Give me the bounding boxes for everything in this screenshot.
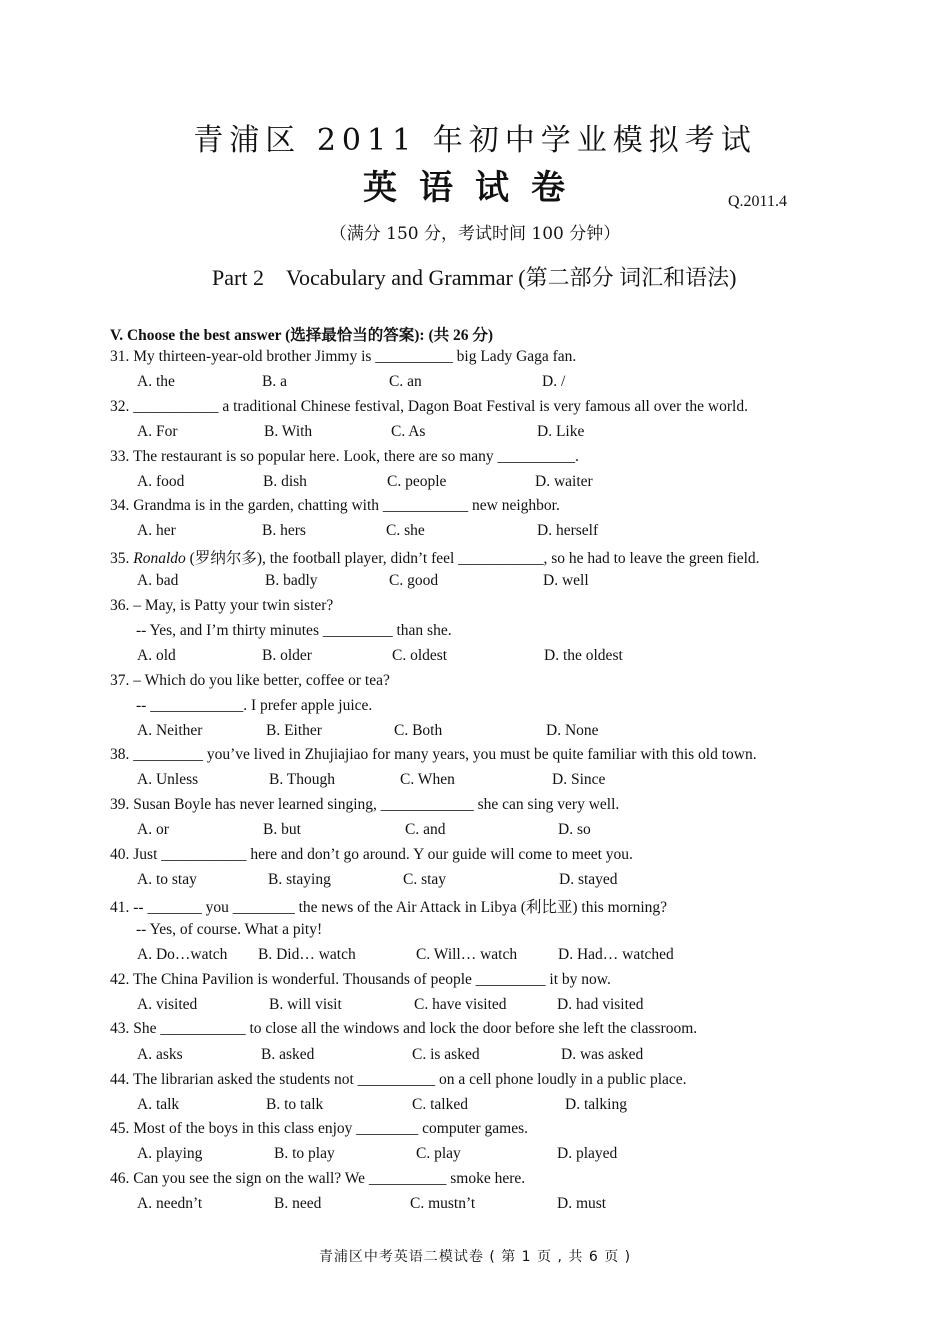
question-option: A. her — [137, 522, 176, 539]
question-option: C. talked — [412, 1096, 468, 1113]
question-option: A. Neither — [137, 722, 203, 739]
question-option: D. herself — [537, 522, 599, 539]
question-option: A. Do…watch — [137, 946, 228, 963]
question-option: C. play — [416, 1145, 461, 1162]
question-option: A. bad — [137, 572, 179, 589]
question-option: B. Though — [269, 771, 336, 788]
question-option: D. so — [558, 821, 591, 838]
question-option: A. or — [137, 821, 169, 838]
question-option: C. an — [389, 373, 422, 390]
question-stem: 46. Can you see the sign on the wall? We __________ smoke here. — [110, 1170, 526, 1187]
question-option: B. a — [262, 373, 287, 390]
question-option: B. dish — [263, 473, 307, 490]
question-option: B. asked — [261, 1046, 315, 1063]
question-option: A. Unless — [137, 771, 199, 788]
question-option: A. visited — [137, 996, 198, 1013]
question-line2: -- Yes, and I’m thirty minutes _________ than she. — [136, 622, 452, 639]
question-option: C. people — [387, 473, 447, 490]
question-option: C. mustn’t — [410, 1195, 476, 1212]
question-stem: 39. Susan Boyle has never learned singing, ____________ she can sing very well. — [110, 796, 620, 813]
question-option: B. Did… watch — [258, 946, 356, 963]
question-option: C. When — [400, 771, 455, 788]
paper-code: Q.2011.4 — [728, 193, 787, 210]
page-footer: 青浦区中考英语二模试卷 ( 第 1 页 , 共 6 页 ) — [318, 1249, 632, 1265]
question-line2: -- Yes, of course. What a pity! — [136, 921, 323, 938]
question-option: B. will visit — [269, 996, 342, 1013]
question-option: B. but — [263, 821, 301, 838]
question-option: D. played — [557, 1145, 618, 1162]
part-title: Vocabulary and Grammar (第二部分 词汇和语法) — [285, 265, 737, 290]
question-option: D. talking — [565, 1096, 627, 1113]
question-option: C. good — [389, 572, 439, 589]
question-option: B. staying — [268, 871, 331, 888]
question-stem: 42. The China Pavilion is wonderful. Thousands of people _________ it by now. — [110, 971, 611, 988]
question-option: B. to talk — [266, 1096, 324, 1113]
question-option: A. to stay — [137, 871, 197, 888]
question-option: C. Both — [394, 722, 443, 739]
question-stem: 43. She ___________ to close all the windows and lock the door before she left the classroom. — [110, 1020, 698, 1037]
question-option: A. talk — [137, 1096, 180, 1113]
stem-rest: (罗纳尔多), the football player, didn’t feel ___________, so he had to leave the green field. — [185, 550, 760, 567]
question-option: B. to play — [274, 1145, 335, 1162]
question-stem: 37. – Which do you like better, coffee or tea? — [110, 672, 390, 689]
question-option: B. Either — [266, 722, 322, 739]
exam-title: 青浦区 2011 年初中学业模拟考试 — [193, 123, 757, 158]
question-option: D. Since — [552, 771, 606, 788]
question-stem: 33. The restaurant is so popular here. Look, there are so many __________. — [110, 448, 579, 465]
question-option: C. Will… watch — [416, 946, 518, 963]
question-option: D. had visited — [557, 996, 644, 1013]
stem-number: 35. — [110, 550, 134, 567]
question-stem: 36. – May, is Patty your twin sister? — [110, 597, 334, 614]
question-option: D. must — [557, 1195, 607, 1212]
question-option: D. the oldest — [544, 647, 623, 664]
question-option: A. playing — [137, 1145, 203, 1162]
question-option: A. For — [137, 423, 178, 440]
question-option: B. With — [264, 423, 313, 440]
question-stem: 32. ___________ a traditional Chinese festival, Dagon Boat Festival is very famous all over the world. — [110, 398, 748, 415]
question-option: B. older — [262, 647, 312, 664]
question-option: D. Had… watched — [558, 946, 674, 963]
question-option: D. waiter — [535, 473, 593, 490]
question-option: D. well — [543, 572, 589, 589]
question-stem: 44. The librarian asked the students not __________ on a cell phone loudly in a public place. — [110, 1071, 687, 1088]
part-heading — [212, 261, 736, 292]
question-option: C. and — [405, 821, 446, 838]
question-stem: 34. Grandma is in the garden, chatting with ___________ new neighbor. — [110, 497, 560, 514]
question-option: C. oldest — [392, 647, 448, 664]
section-title: V. Choose the best answer (选择最恰当的答案): (共 26 分) — [110, 327, 494, 344]
question-option: A. old — [137, 647, 176, 664]
question-stem: 41. -- _______ you ________ the news of the Air Attack in Libya (利比亚) this morning? — [110, 899, 668, 916]
question-option: A. food — [137, 473, 185, 490]
score-note: （满分 150 分，考试时间 100 分钟） — [329, 224, 621, 244]
question-option: D. None — [546, 722, 599, 739]
paper-title: 英语试卷 — [363, 168, 587, 208]
question-stem — [110, 546, 760, 568]
question-option: D. / — [542, 373, 566, 390]
question-stem: 40. Just ___________ here and don’t go around. Y our guide will come to meet you. — [110, 846, 633, 863]
question-option: C. is asked — [412, 1046, 480, 1063]
question-option: A. the — [137, 373, 175, 390]
question-option: B. hers — [262, 522, 306, 539]
stem-name: Ronaldo — [133, 550, 186, 567]
part-label: Part 2 — [212, 265, 264, 290]
question-stem: 45. Most of the boys in this class enjoy ________ computer games. — [110, 1120, 529, 1137]
question-stem: 38. _________ you’ve lived in Zhujiajiao for many years, you must be quite familiar with this old town. — [110, 746, 757, 763]
question-line2: -- ____________. I prefer apple juice. — [136, 697, 373, 714]
question-option: C. stay — [403, 871, 447, 888]
question-option: D. was asked — [561, 1046, 644, 1063]
question-option: C. As — [391, 423, 426, 440]
question-option: A. asks — [137, 1046, 183, 1063]
question-option: B. need — [274, 1195, 322, 1212]
question-option: A. needn’t — [137, 1195, 203, 1212]
question-option: C. have visited — [414, 996, 507, 1013]
question-stem: 31. My thirteen-year-old brother Jimmy is __________ big Lady Gaga fan. — [110, 348, 577, 365]
question-option: B. badly — [265, 572, 318, 589]
question-option: D. Like — [537, 423, 585, 440]
question-option: D. stayed — [559, 871, 618, 888]
question-option: C. she — [386, 522, 425, 539]
